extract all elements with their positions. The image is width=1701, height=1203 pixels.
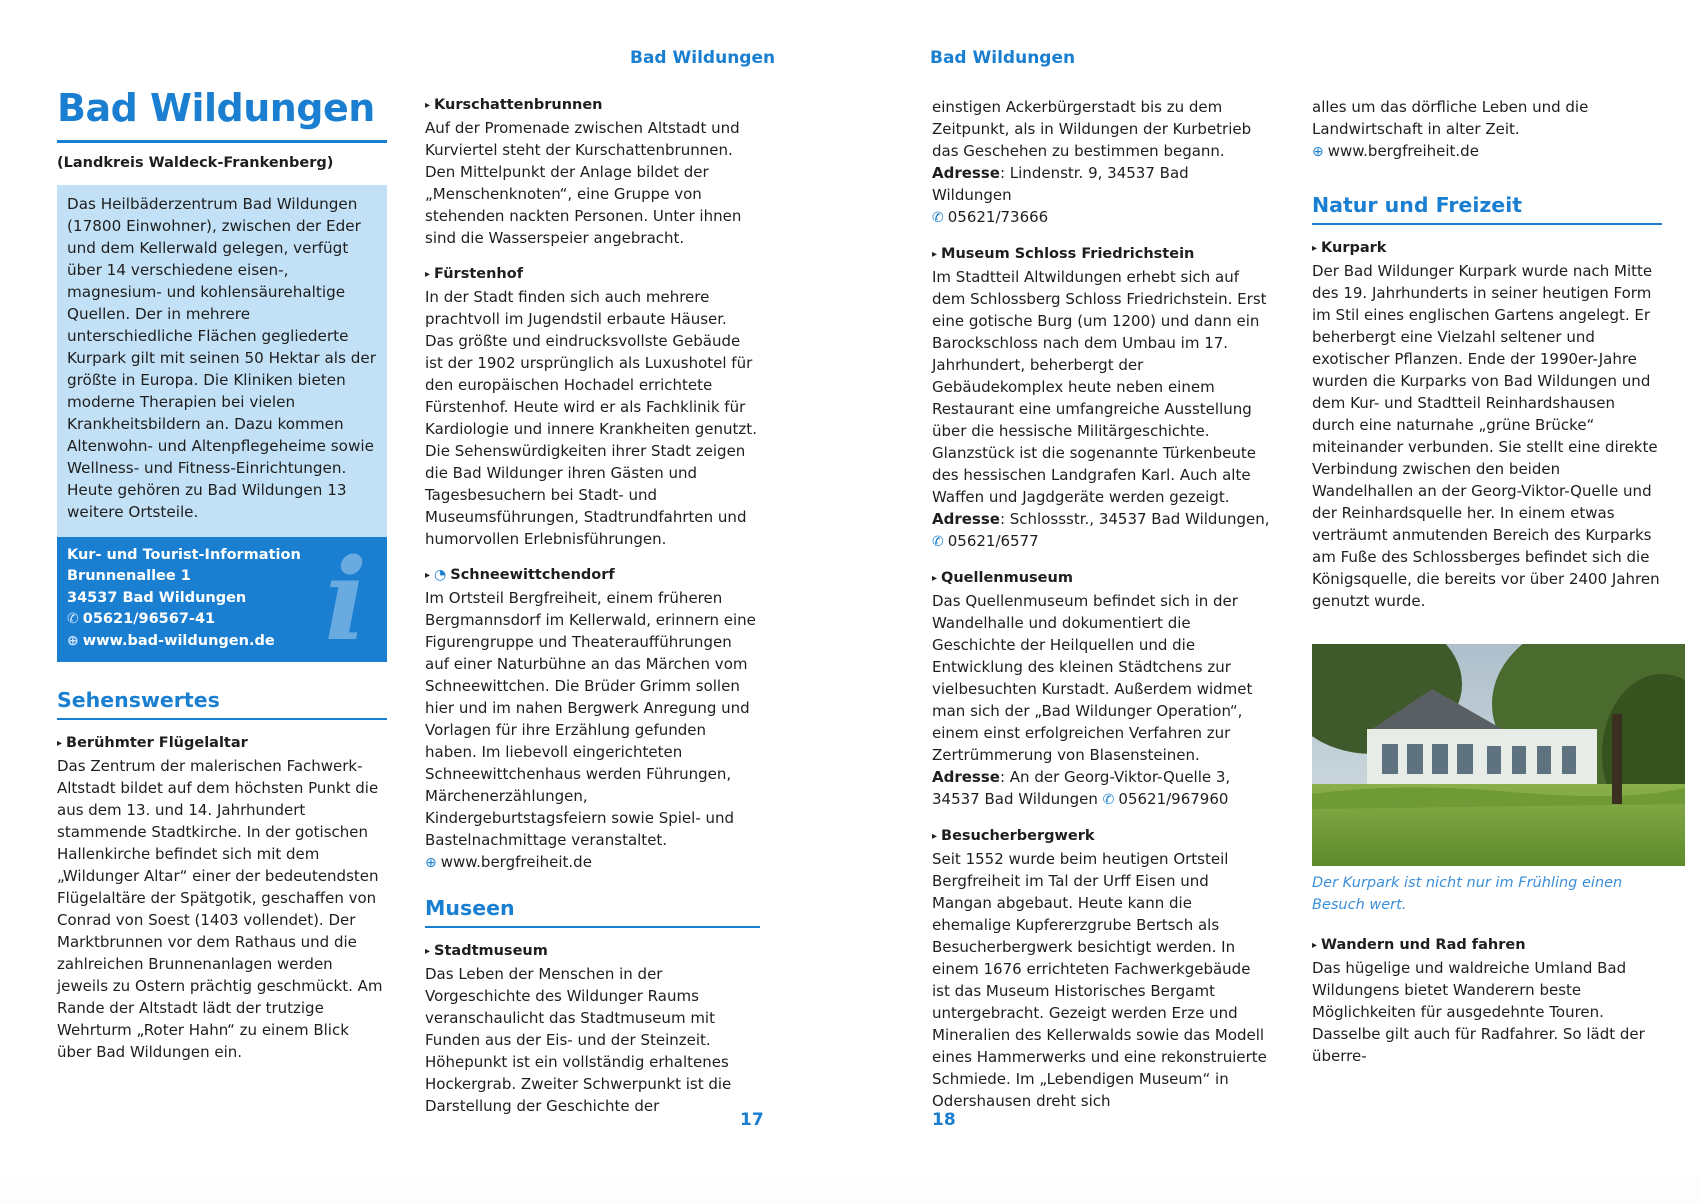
item-text-kurpark: Der Bad Wildunger Kurpark wurde nach Mitte des 19. Jahrhunderts in seiner heutigen Form im Stil eines englischen Gartens angelegt. Er beherbergt eine Vielzahl seltener und exotischer Pflanzen. Ende der 1990er-Jahre wurden die Kurparks von Bad Wildungen und dem Kur- und Stadtteil Reinhardshausen durch eine naturnahe „grüne Brücke“ miteinander verbunden. Sie stellt eine direkte Verbindung zwischen den beiden Wandelhallen an der Georg-Viktor-Quelle und der Reinhardsquelle her. In einem etwas verträumt anmutenden Bereich des Kurparks am Fuße des Schlossberges befindet sich die Königsquelle, die bereits vor über 2400 Jahren genutzt wurde. [1312, 262, 1660, 610]
schneewittchen-web[interactable]: ⊕ www.bergfreiheit.de [425, 853, 592, 871]
kurpark-photo [1312, 644, 1685, 866]
stadtmuseum-text-cont: einstigen Ackerbürgerstadt bis zu dem Zeitpunkt, als in Wildungen der Kurbetrieb das Geschehen zu bestimmen begann. [932, 98, 1252, 160]
item-title-wandern: ▸ Wandern und Rad fahren [1312, 937, 1526, 953]
arrow-icon: ▸ [57, 738, 63, 750]
block-besucher-cont [1312, 96, 1662, 163]
besucher-web[interactable]: ⊕ www.bergfreiheit.de [1312, 142, 1479, 160]
item-title-kurschatten: ▸ Kurschattenbrunnen [425, 97, 603, 113]
contact-line-1: Kur- und Tourist-Information [67, 546, 301, 563]
block-schneewittchen [425, 564, 760, 874]
item-title-besucher: ▸ Besucherbergwerk [932, 828, 1095, 844]
block-kurschatten [425, 94, 760, 249]
block-stadtmuseum-cont [932, 96, 1272, 229]
arrow-icon: ▸ [1312, 243, 1318, 254]
tip-icon: ◔ [434, 567, 447, 583]
schloss-phone: ✆ 05621/6577 [932, 532, 1039, 550]
running-head-right: Bad Wildungen [930, 48, 1076, 68]
item-title-schneewittchen: ▸ ◔ Schneewittchendorf [425, 567, 615, 583]
block-quellen [932, 567, 1272, 811]
phone-icon: ✆ [1102, 792, 1115, 808]
section-heading-museen: Museen [425, 896, 760, 928]
arrow-icon: ▸ [932, 831, 938, 842]
block-fuerstenhof [425, 263, 760, 550]
right-column-2 [1312, 96, 1662, 1081]
arrow-icon: ▸ [425, 269, 431, 280]
item-title-stadtmuseum: ▸ Stadtmuseum [425, 943, 548, 959]
left-page [0, 0, 850, 1203]
block-wandern [1312, 934, 1662, 1067]
district-subtitle: (Landkreis Waldeck-Frankenberg) [57, 154, 334, 171]
contact-web[interactable]: ⊕ www.bad-wildungen.de [67, 632, 275, 649]
item-text-altar: Das Zentrum der malerischen Fachwerk-Altstadt bildet auf dem höchsten Punkt die aus dem 13. und 14. Jahrhundert stammende Stadtkirche. In der gotischen Hallenkirche befindet sich mit dem „Wildunger Altar“ einer der bedeutendsten Flügelaltäre der Spätgotik, geschaffen von Conrad von Soest (1403 vollendet). Der Marktbrunnen vor dem Rathaus und die zahlreichen Brunnenanlagen werden jeweils zu Ostern prächtig geschmückt. Am Rande der Altstadt lädt der trutzige Wehrturm „Roter Hahn“ zu einem Blick über Bad Wildungen ein. [57, 757, 383, 1062]
page-bottom-margin [0, 1175, 1701, 1203]
contact-phone: ✆ 05621/96567-41 [67, 611, 216, 628]
running-head-left: Bad Wildungen [630, 48, 776, 68]
intro-text: Das Heilbäderzentrum Bad Wildungen (17800 Einwohner), zwischen der Eder und dem Kellerwald gelegen, verfügt über 14 verschiedene eisen-, magnesium- und kohlensäurehaltige Quellen. Der in mehrere unterschiedliche Flächen gegliederte Kurpark gilt mit seinen 50 Hektar als der größte in Europa. Die Kliniken bieten moderne Therapien bei vielen Krankheitsbildern an. Dazu kommen Altenwohn- und Altenpflegeheime sowie Wellness- und Fitness-Einrichtungen. Heute gehören zu Bad Wildungen 13 weitere Ortsteile. [67, 194, 376, 521]
left-column-2 [425, 94, 760, 1117]
schloss-address: Adresse: Schlossstr., 34537 Bad Wildungen, [932, 510, 1270, 528]
contact-line-2: Brunnenallee 1 [67, 568, 191, 585]
block-schloss [932, 243, 1272, 553]
info-i-icon: i [324, 536, 367, 663]
globe-icon: ⊕ [425, 855, 437, 871]
item-title-quellen: ▸ Quellenmuseum [932, 570, 1073, 586]
quellen-address: Adresse: An der Georg-Viktor-Quelle 3, 34537 Bad Wildungen ✆ 05621/967960 [932, 768, 1231, 808]
item-text-kurschatten: Auf der Promenade zwischen Altstadt und Kurviertel steht der Kurschattenbrunnen. Den Mittelpunkt der Anlage bildet der „Menschenknoten“, eine Gruppe von stehenden nackten Personen. Unter ihnen sind die Wasserspeier angebracht. [425, 119, 742, 247]
arrow-icon: ▸ [932, 573, 938, 584]
arrow-icon: ▸ [932, 249, 938, 260]
page-number-left: 17 [740, 1110, 764, 1130]
item-text-fuerstenhof: In der Stadt finden sich auch mehrere prachtvoll im Jugendstil erbaute Häuser. Das größte und eindrucksvollste Gebäude ist der 1902 ursprünglich als Luxushotel für den europäischen Hochadel errichtete Fürstenhof. Heute wird er als Fachklinik für Kardiologie und innere Krankheiten genutzt. Die Sehenswürdigkeiten ihrer Stadt zeigen die Bad Wildunger ihren Gästen und Tagesbesuchern bei Stadt- und Museumsführungen, Stadtrundfahrten und humorvollen Erlebnisführungen. [425, 288, 757, 548]
photo-caption: Der Kurpark ist nicht nur im Frühling einen Besuch wert. [1312, 875, 1623, 913]
item-text-schloss: Im Stadtteil Altwildungen erhebt sich auf dem Schlossberg Schloss Friedrichstein. Erst eine gotische Burg (um 1200) und dann ein Barockschloss nach dem Umbau im 17. Jahrhundert, beherbergt der Gebäudekomplex heute neben einem Restaurant eine umfangreiche Ausstellung über die hessische Militärgeschichte. Glanzstück ist die sogenannte Türkenbeute des hessischen Landgrafen Karl. Auch alte Waffen und Jagdgeräte werden gezeigt. [932, 268, 1267, 506]
section-heading-natur: Natur und Freizeit [1312, 193, 1662, 225]
arrow-icon: ▸ [425, 570, 431, 581]
stadtmuseum-phone: ✆ 05621/73666 [932, 208, 1049, 226]
item-title-schloss: ▸ Museum Schloss Friedrichstein [932, 246, 1195, 262]
besucher-text-cont: alles um das dörfliche Leben und die Landwirtschaft in alter Zeit. [1312, 98, 1589, 138]
item-text-schneewittchen: Im Ortsteil Bergfreiheit, einem früheren Bergmannsdorf im Kellerwald, erinnern eine Figurengruppe und Theateraufführungen auf einer Naturbühne an das Märchen vom Schneewittchen. Die Brüder Grimm sollen hier und im nahen Bergwerk Anregung und Vorlagen für ihre Erzählung gefunden haben. Im liebevoll eingerichteten Schneewittchenhaus werden Führungen, Märchenerzählungen, Kindergeburtstagsfeiern sowie Spiel- und Bastelnachmittage veranstaltet. [425, 589, 756, 849]
section-heading-sehenswertes: Sehenswertes [57, 688, 387, 720]
left-column-1 [57, 88, 387, 1063]
contact-line-3: 34537 Bad Wildungen [67, 589, 247, 606]
item-text-besucher: Seit 1552 wurde beim heutigen Ortsteil Bergfreiheit im Tal der Urff Eisen und Mangan abgebaut. Heute kann die ehemalige Kupfererzgrube Bertsch als Besucherbergwerk besichtigt werden. In einem 1676 errichteten Fachwerkgebäude ist das Museum Historisches Bergamt untergebracht. Gezeigt werden Erze und Mineralien des Kellerwalds sowie das Modell eines Hammerwerks und eine rekonstruierte Schmiede. Im „Lebendigen Museum“ in Odershausen dreht sich [932, 850, 1267, 1110]
phone-icon: ✆ [932, 210, 944, 226]
item-text-quellen: Das Quellenmuseum befindet sich in der Wandelhalle und dokumentiert die Geschichte der Heilquellen und die Entwicklung des kleinen Städtchens zur vielbesuchten Kurstadt. Außerdem widmet man sich der „Bad Wildunger Operation“, einem einst erfolgreichen Verfahren zur Zertrümmerung von Blasensteinen. [932, 592, 1253, 764]
globe-icon: ⊕ [1312, 144, 1324, 160]
block-besucher [932, 825, 1272, 1112]
globe-icon: ⊕ [67, 632, 79, 649]
item-text-stadtmuseum: Das Leben der Menschen in der Vorgeschichte des Wildunger Raums veranschaulicht das Stadtmuseum mit Funden aus der Eis- und der Steinzeit. Höhepunkt ist ein vollständig erhaltenes Hockergrab. Zweiter Schwerpunkt ist die Darstellung der Geschichte der [425, 965, 732, 1115]
page-title: Bad Wildungen [57, 88, 387, 143]
phone-icon: ✆ [67, 611, 79, 628]
item-title-altar: ▸ Berühmter Flügelaltar [57, 735, 248, 752]
page-number-right: 18 [932, 1110, 956, 1130]
kurpark-photo-illustration [1312, 644, 1685, 866]
stadtmuseum-address: Adresse: Lindenstr. 9, 34537 Bad Wildungen [932, 164, 1189, 204]
arrow-icon: ▸ [425, 100, 431, 111]
right-column-1 [932, 96, 1272, 1126]
arrow-icon: ▸ [425, 946, 431, 957]
contact-box [57, 537, 387, 663]
intro-box [57, 185, 387, 537]
block-kurpark [1312, 237, 1662, 612]
item-title-kurpark: ▸ Kurpark [1312, 240, 1387, 256]
right-page [850, 0, 1701, 1203]
item-text-wandern: Das hügelige und waldreiche Umland Bad Wildungens bietet Wanderern beste Möglichkeiten für ausgedehnte Touren. Dasselbe gilt auch für Radfahrer. So lädt der überre- [1312, 959, 1645, 1065]
arrow-icon: ▸ [1312, 940, 1318, 951]
item-title-fuerstenhof: ▸ Fürstenhof [425, 266, 523, 282]
phone-icon: ✆ [932, 534, 944, 550]
